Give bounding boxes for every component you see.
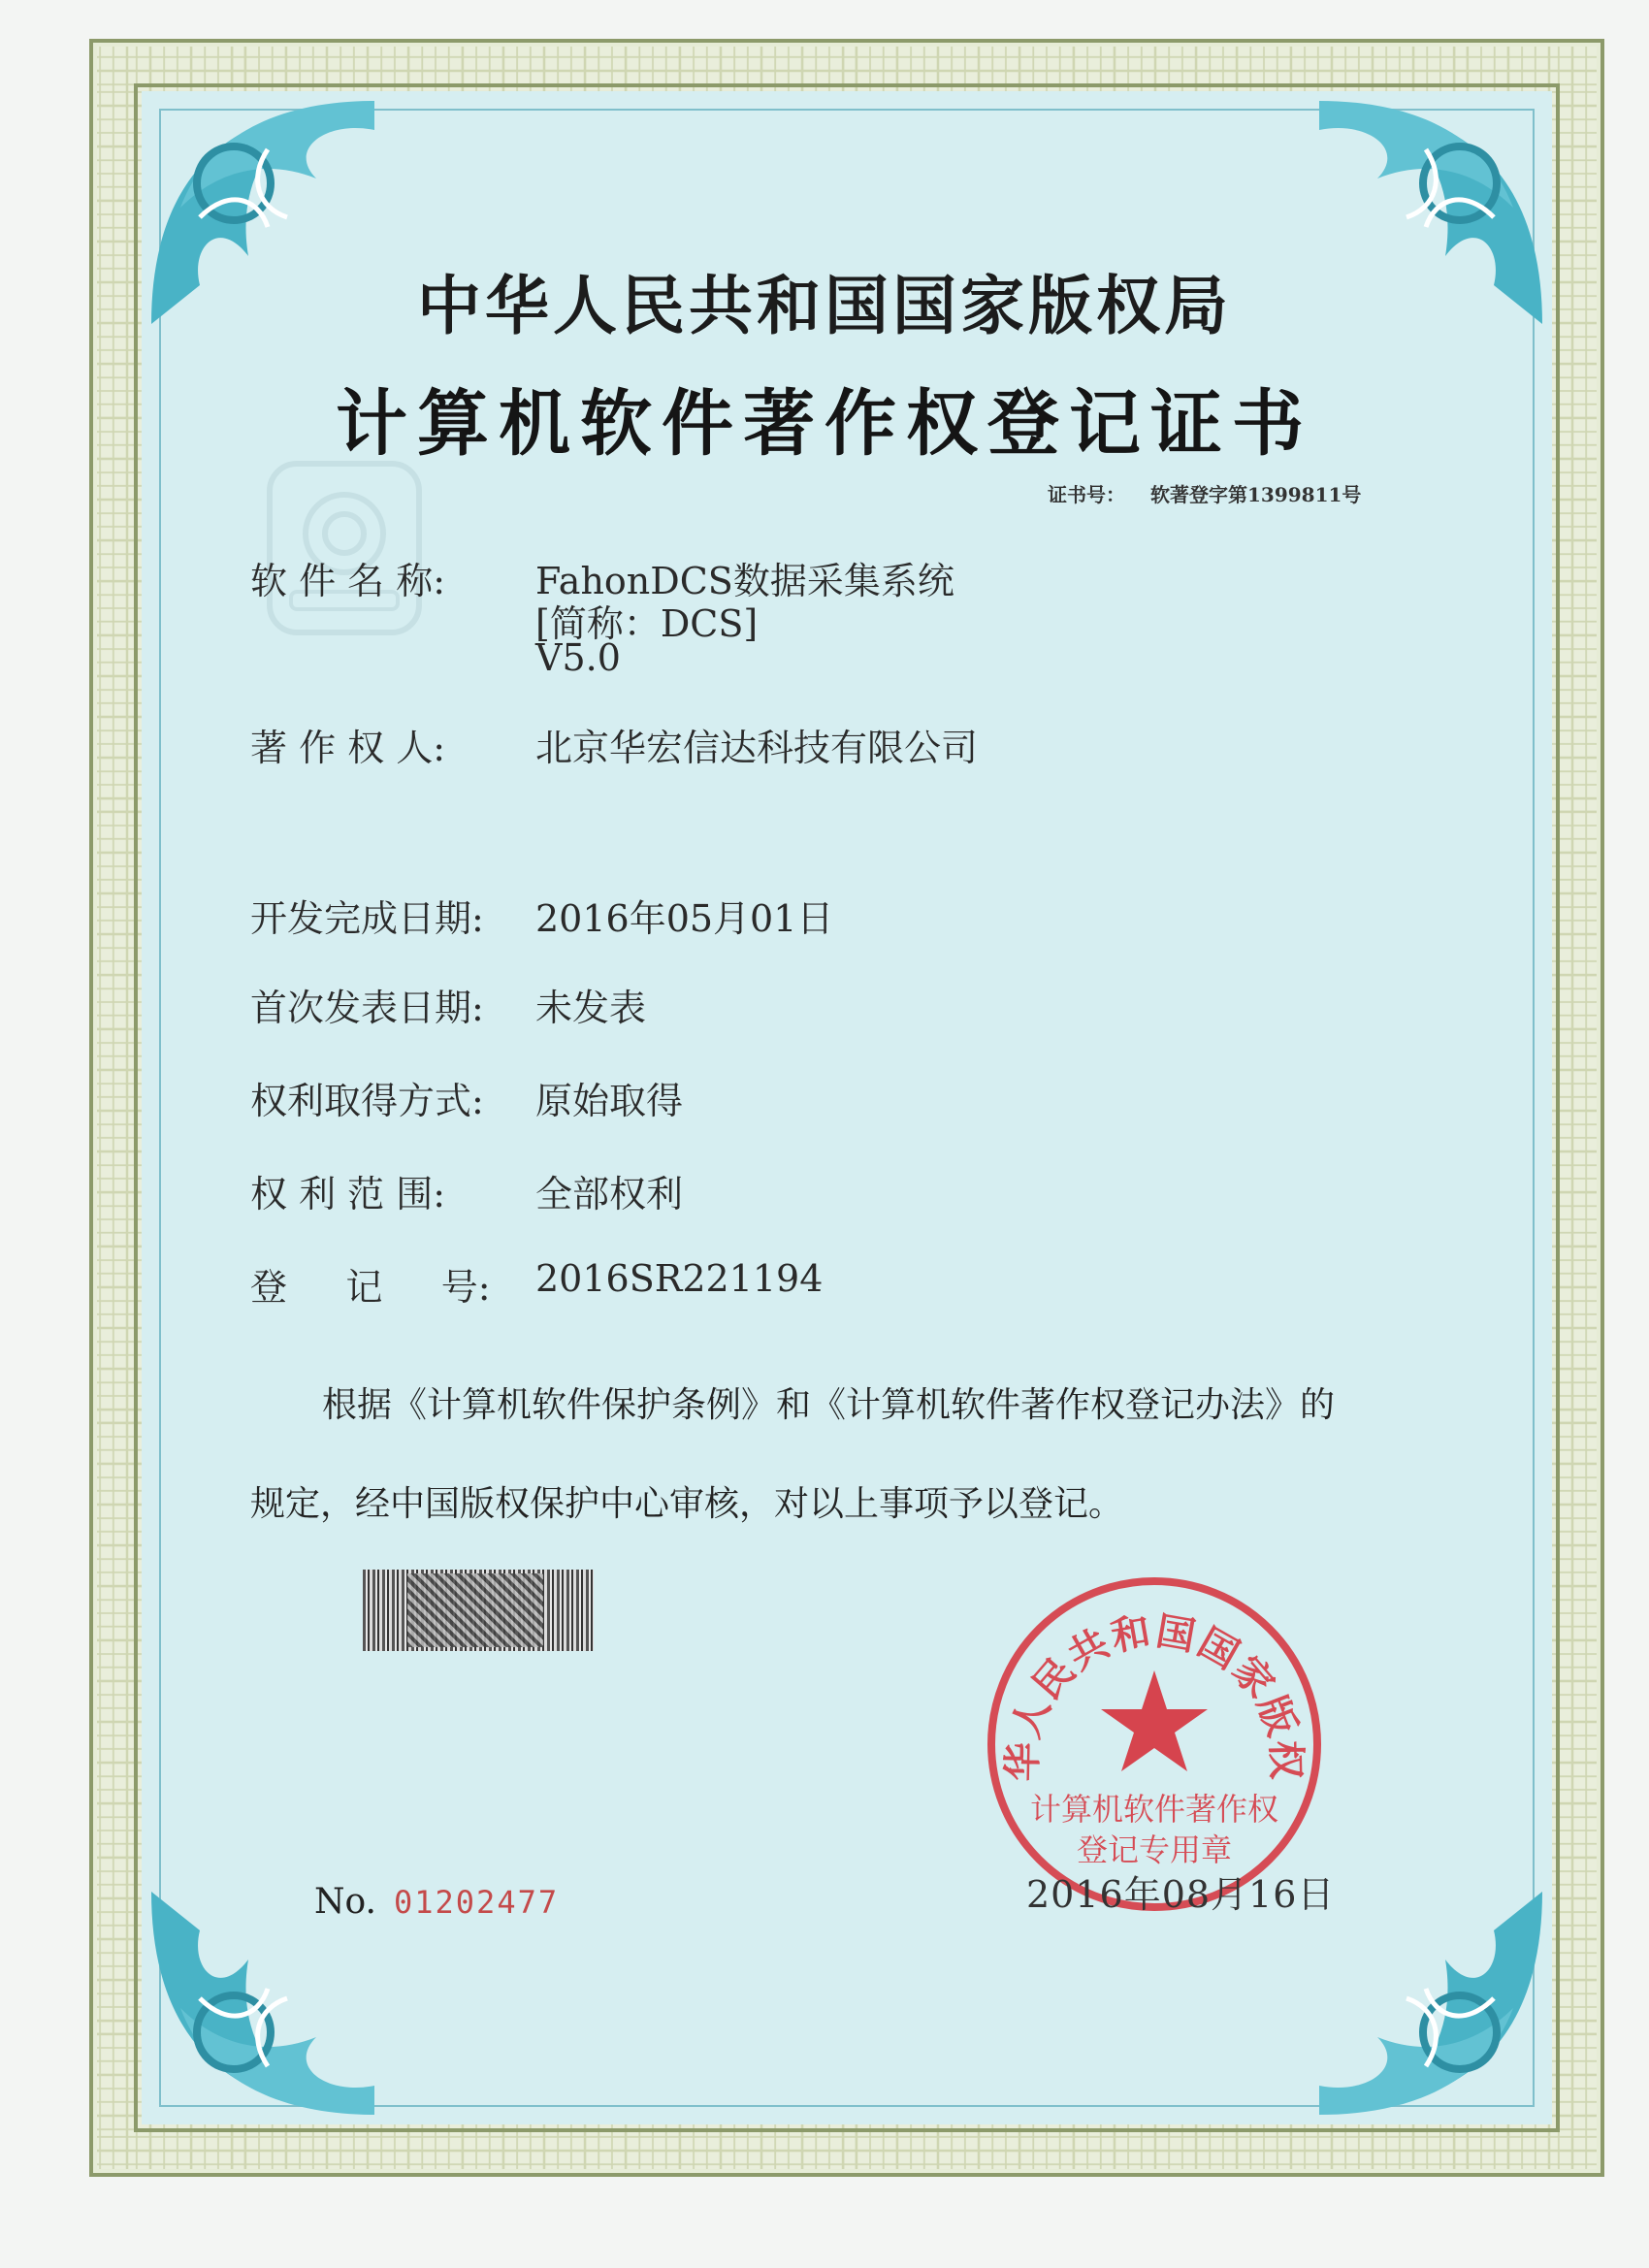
- issuing-authority: 中华人民共和国国家版权局: [417, 268, 1232, 343]
- first-publication-label: 首次发表日期:: [250, 987, 484, 1029]
- registration-no-value: 2016SR221194: [535, 1257, 824, 1300]
- seal-star-icon: [1101, 1670, 1208, 1771]
- software-name-value: FahonDCS数据采集系统: [535, 560, 954, 602]
- issue-date: 2016年08月16日: [1026, 1873, 1336, 1916]
- acquisition-method-value: 原始取得: [535, 1080, 684, 1122]
- copyright-owner-label: 著 作 权 人:: [250, 727, 446, 769]
- field-first-publication: [250, 978, 647, 1031]
- field-acquisition-method: [250, 1071, 684, 1124]
- acquisition-method-label: 权利取得方式:: [250, 1080, 484, 1122]
- seal-line-2: 登记专用章: [1076, 1831, 1233, 1868]
- software-short-name: [简称：DCS]: [535, 602, 759, 645]
- completion-date-value: 2016年05月01日: [535, 897, 834, 940]
- barcode-icon: [363, 1570, 594, 1651]
- rights-scope-value: 全部权利: [535, 1173, 684, 1215]
- embossed-emblem-icon: [262, 456, 427, 640]
- seal-ring-text: 华人民共和国国家版权: [999, 1607, 1310, 1782]
- 2d-code-icon: [407, 1573, 543, 1647]
- software-version: V5.0: [535, 636, 621, 679]
- rights-scope-label: 权 利 范 围:: [250, 1173, 446, 1215]
- certificate-title: 计算机软件著作权登记证书: [336, 382, 1313, 466]
- software-name-label: 软 件 名 称:: [250, 560, 446, 602]
- certificate-number-value: 软著登字第1399811号: [1150, 483, 1362, 506]
- serial-number: [314, 1882, 559, 1922]
- copyright-owner-value: 北京华宏信达科技有限公司: [535, 727, 979, 769]
- legal-statement-line-1: 根据《计算机软件保护条例》和《计算机软件著作权登记办法》的: [322, 1385, 1336, 1425]
- field-rights-scope: [250, 1164, 684, 1217]
- corner-ornament-bottom-right: [1310, 1882, 1552, 2124]
- legal-statement-line-2: 规定，经中国版权保护中心审核，对以上事项予以登记。: [250, 1484, 1124, 1524]
- certificate-number: [1048, 479, 1361, 507]
- registration-no-label: 登 记 号:: [250, 1266, 491, 1309]
- field-software-name: [250, 551, 954, 679]
- completion-date-label: 开发完成日期:: [250, 897, 484, 940]
- certificate-number-label: 证书号：: [1048, 483, 1125, 506]
- first-publication-value: 未发表: [535, 987, 647, 1029]
- seal-line-1: 计算机软件著作权: [1029, 1791, 1279, 1828]
- serial-label: No.: [314, 1882, 376, 1922]
- field-registration-no: [250, 1257, 824, 1311]
- serial-value: 01202477: [393, 1884, 560, 1921]
- field-copyright-owner: [250, 718, 979, 771]
- field-completion-date: [250, 889, 834, 942]
